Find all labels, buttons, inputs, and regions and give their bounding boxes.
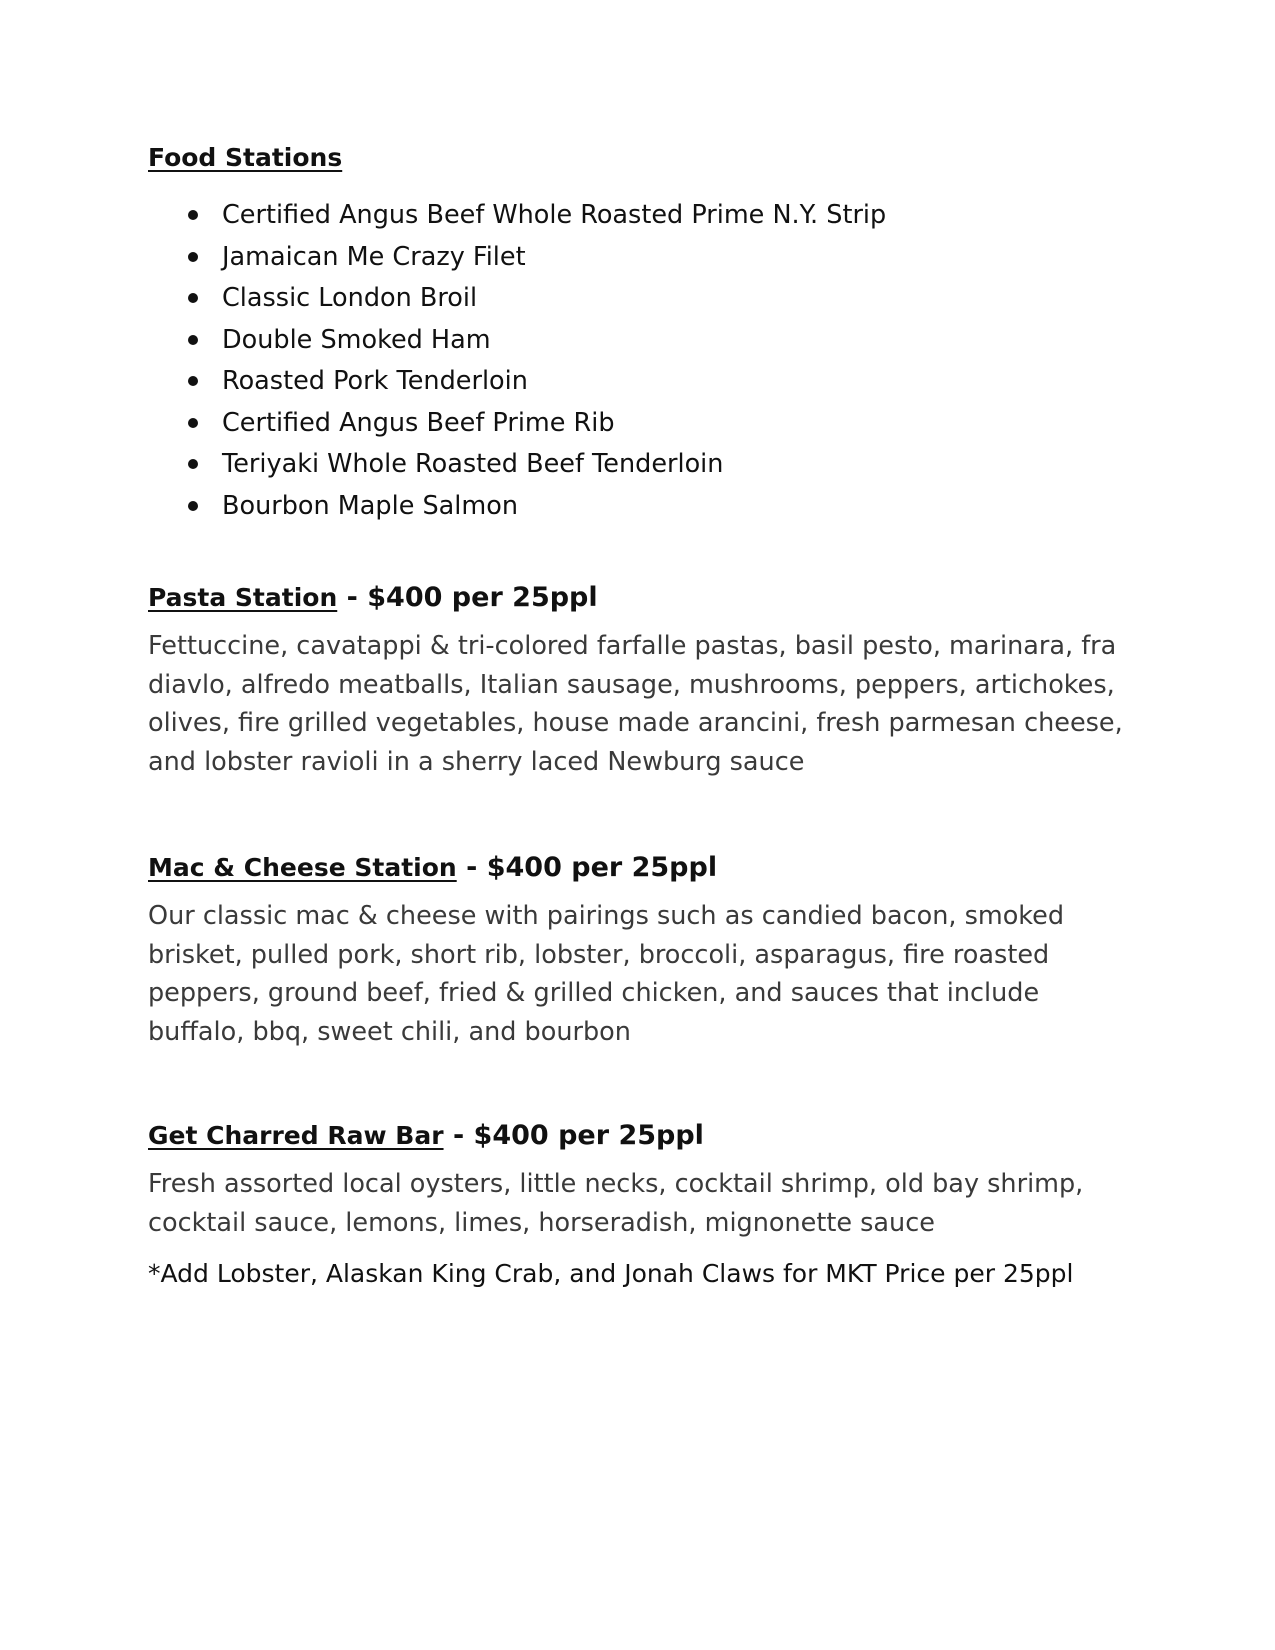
mac-station-price: - $400 per 25ppl [456, 852, 718, 883]
food-stations-heading [148, 140, 886, 176]
list-item-label: Teriyaki Whole Roasted Beef Tenderloin [222, 449, 724, 479]
bullet-icon [188, 459, 198, 469]
list-item-label: Double Smoked Ham [222, 324, 491, 355]
bullet-icon [188, 335, 198, 345]
list-item-label: Certified Angus Beef Whole Roasted Prime N.Y. Strip [222, 200, 887, 230]
raw-bar-price: - $400 per 25ppl [443, 1120, 704, 1151]
list-item [188, 195, 886, 237]
list-item [188, 486, 886, 528]
mac-station-title: Mac & Cheese Station [148, 853, 457, 882]
list-item [188, 403, 886, 445]
list-item [188, 278, 886, 320]
list-item-label: Roasted Pork Tenderloin [222, 366, 528, 396]
list-item [188, 361, 886, 403]
raw-bar-heading [148, 1118, 1128, 1154]
list-item [188, 320, 886, 362]
bullet-icon [188, 252, 198, 262]
food-stations-title: Food Stations [148, 143, 343, 172]
list-item [188, 444, 886, 486]
pasta-station-price: - $400 per 25ppl [337, 582, 598, 613]
pasta-station-description: Fettuccine, cavatappi & tri-colored farfalle pastas, basil pesto, marinara, fra diavlo, alfredo meatballs, Italian sausage, mushrooms, peppers, artichokes, olives, fire grilled vegetables, house made arancini, fresh parmesan cheese, and lobster ravioli in a sherry laced Newburg sauce [148, 631, 1123, 777]
bullet-icon [188, 501, 198, 511]
pasta-station-section [148, 580, 1128, 781]
list-item-label: Certified Angus Beef Prime Rib [222, 407, 615, 438]
raw-bar-note: *Add Lobster, Alaskan King Crab, and Jonah Claws for MKT Price per 25ppl [148, 1259, 1074, 1288]
mac-station-section [148, 850, 1128, 1051]
pasta-station-heading [148, 580, 1128, 616]
list-item-label: Jamaican Me Crazy Filet [222, 241, 526, 272]
food-stations-list [148, 195, 886, 527]
pasta-station-title: Pasta Station [148, 583, 338, 612]
list-item-label: Classic London Broil [222, 283, 478, 313]
list-item [188, 237, 886, 279]
list-item-label: Bourbon Maple Salmon [222, 490, 518, 521]
bullet-icon [188, 418, 198, 428]
mac-station-heading [148, 850, 1128, 886]
bullet-icon [188, 210, 198, 220]
raw-bar-title: Get Charred Raw Bar [148, 1121, 444, 1150]
bullet-icon [188, 376, 198, 386]
raw-bar-section [148, 1118, 1128, 1292]
bullet-icon [188, 293, 198, 303]
mac-station-description: Our classic mac & cheese with pairings such as candied bacon, smoked brisket, pulled pork, short rib, lobster, broccoli, asparagus, fire roasted peppers, ground beef, fried & grilled chicken, and sauces that include buffalo, bbq, sweet chili, and bourbon [148, 901, 1065, 1047]
food-stations-section [148, 140, 886, 527]
raw-bar-description: Fresh assorted local oysters, little necks, cocktail shrimp, old bay shrimp, cocktail sauce, lemons, limes, horseradish, mignonette sauce [148, 1169, 1084, 1238]
